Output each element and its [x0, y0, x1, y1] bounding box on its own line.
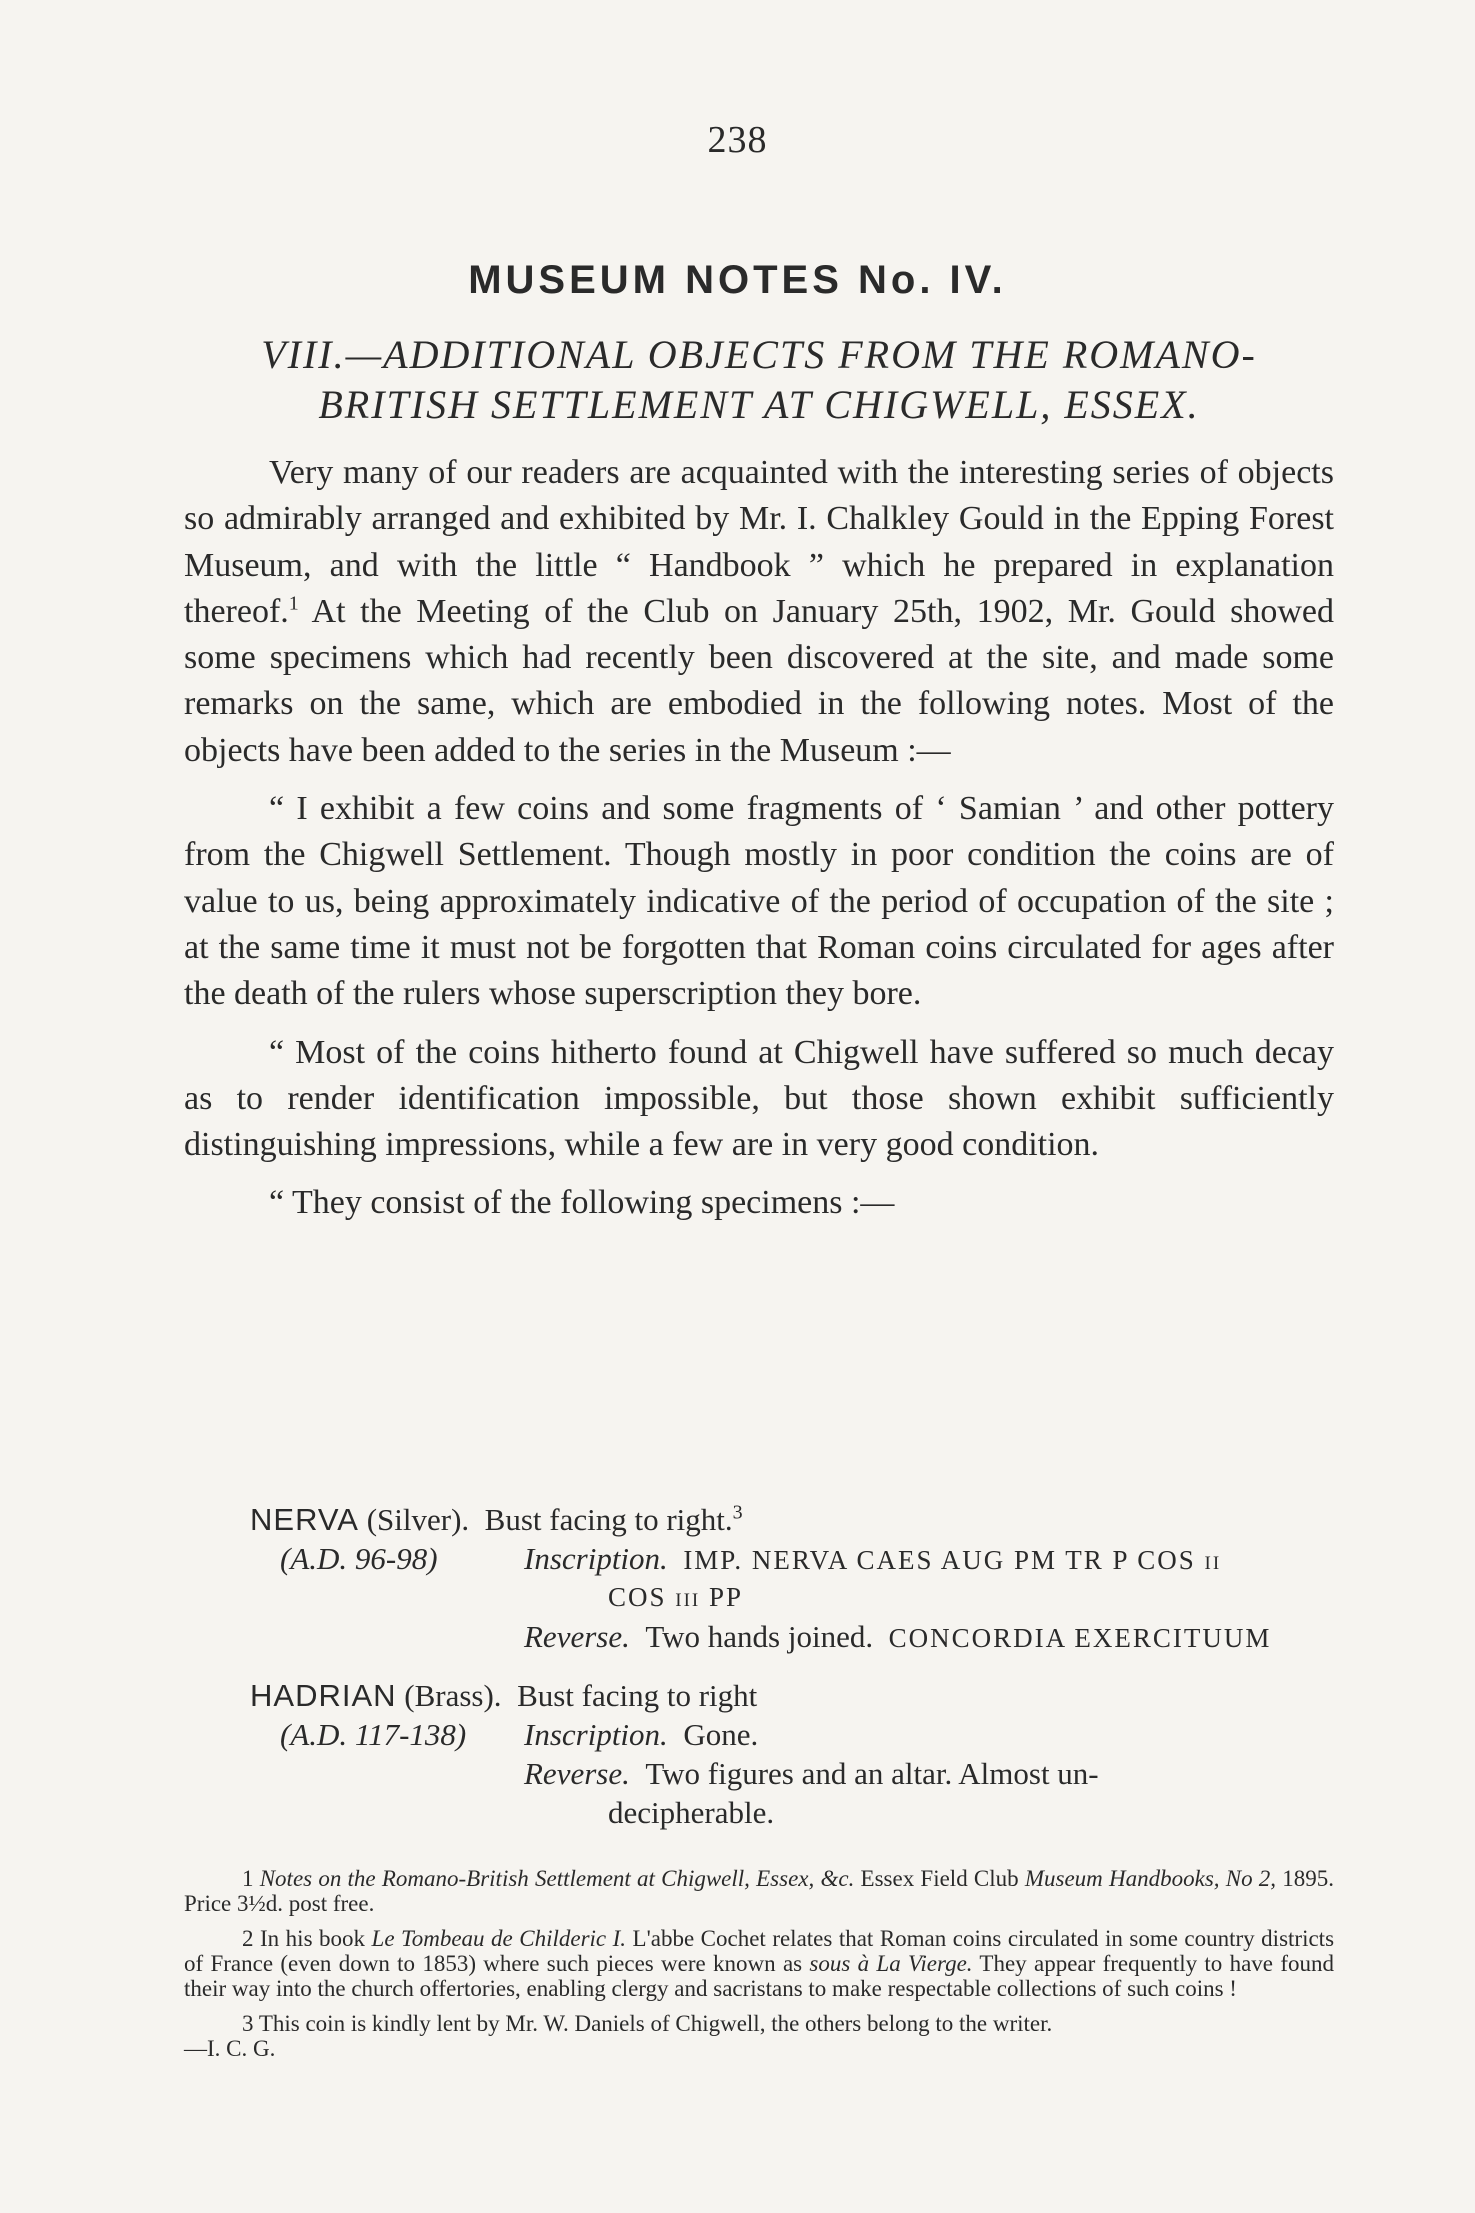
coin-reverse-row	[184, 1617, 1334, 1656]
paragraph-1-text-a: Very many of our readers are acquainted with the interesting series of objects so admirably arranged and exhibited by Mr. I. Chalkley Gould in the Epping Forest Museum, and with the little “ Handbook ” which he prepared in explanation thereof.	[184, 454, 1334, 630]
footnotes	[184, 1866, 1334, 2071]
paragraph-4: “ They consist of the following specimens :—	[269, 1184, 895, 1222]
section-heading-line-2: BRITISH SETTLEMENT AT CHIGWELL, ESSEX.	[318, 382, 1200, 427]
footnote-2: 2 In his book Le Tombeau de Childeric I. L'abbe Cochet relates that Roman coins circulated in some country districts of France (even down to 1853) where such pieces were known as sous à La Vierge. They appear frequently to have found their way into the church offertories, enabling clergy and sacristans to make respectable collections of such coins !	[184, 1926, 1335, 2001]
paragraph-1-text-b: At the Meeting of the Club on January 25th, 1902, Mr. Gould showed some specimens which had recently been discovered at the site, and made some remarks on the same, which are embodied in the following notes. Most of the objects have been added to the series in the Museum :—	[184, 592, 1334, 769]
coin-name: NERVA	[250, 1502, 359, 1537]
coin-metal: (Brass).	[396, 1678, 502, 1713]
coin-inscription-cont: COS iii PP	[608, 1582, 744, 1612]
coin-reverse-cont-row	[184, 1793, 1334, 1832]
article-body	[184, 450, 1334, 1227]
page-number: 238	[707, 119, 768, 161]
article-title: MUSEUM NOTES No. IV.	[468, 258, 1007, 302]
footnote-signature: —I. C. G.	[184, 2036, 276, 2061]
coin-reverse: Reverse. Two hands joined. CONCORDIA EXERCITUUM	[524, 1619, 1272, 1654]
paragraph-3: “ Most of the coins hitherto found at Chigwell have suffered so much decay as to render identification impossible, but those shown exhibit sufficiently distinguishing impressions, while a few are in very good condition.	[184, 1033, 1334, 1164]
footnote-3: 3 This coin is kindly lent by Mr. W. Daniels of Chigwell, the others belong to the writer. —I. C. G.	[184, 2011, 1053, 2061]
paragraph-1	[184, 450, 1334, 774]
section-heading-line-1: VIII.—ADDITIONAL OBJECTS FROM THE ROMANO-	[261, 332, 1257, 377]
coin-desc: Bust facing to right	[517, 1678, 758, 1713]
coin-reverse: Reverse. Two figures and an altar. Almost un-	[524, 1756, 1099, 1791]
footnote-ref-1: 1	[288, 592, 299, 615]
coin-inscription: Inscription. Gone.	[524, 1717, 759, 1752]
coin-date: (A.D. 96-98)	[280, 1541, 438, 1576]
coin-heading-nerva	[250, 1500, 1334, 1539]
coin-list	[184, 1500, 1334, 1832]
coin-inscription-cont-row	[184, 1578, 1334, 1617]
coin-date: (A.D. 117-138)	[280, 1717, 467, 1752]
coin-metal: (Silver).	[358, 1502, 470, 1537]
coin-name: HADRIAN	[250, 1678, 397, 1713]
footnote-ref-3: 3	[732, 1501, 743, 1524]
coin-reverse-row	[184, 1754, 1334, 1793]
paragraph-2: “ I exhibit a few coins and some fragments of ‘ Samian ’ and other pottery from the Chigwell Settlement. Though mostly in poor condition the coins are of value to us, being approximately indicative of the period of occupation of the site ; at the same time it must not be forgotten that Roman coins circulated for ages after the death of the rulers whose superscription they bore.	[184, 790, 1334, 1013]
coin-inscription-row	[184, 1539, 1334, 1578]
coin-inscription: Inscription. IMP. NERVA CAES AUG PM TR P COS ii	[524, 1541, 1222, 1576]
footnote-1: 1 Notes on the Romano-British Settlement at Chigwell, Essex, &c. Essex Field Club Museum Handbooks, No 2, 1895. Price 3½d. post free.	[184, 1866, 1335, 1916]
coin-reverse-cont: decipherable.	[608, 1795, 775, 1830]
coin-heading-hadrian	[250, 1676, 1334, 1715]
coin-inscription-row	[184, 1715, 1334, 1754]
coin-desc: Bust facing to right.	[484, 1502, 733, 1537]
